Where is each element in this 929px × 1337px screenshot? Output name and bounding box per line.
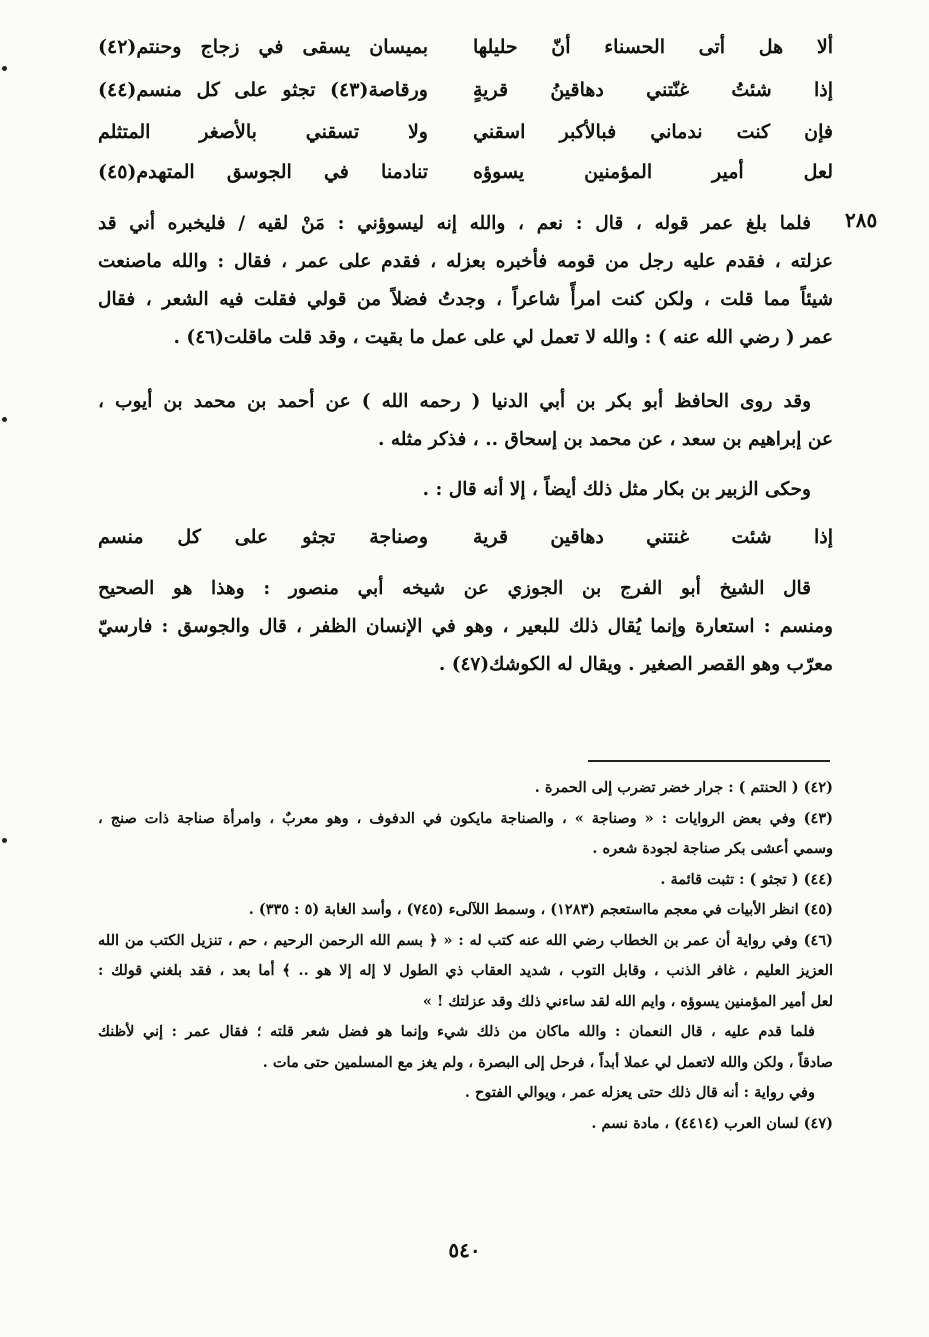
text-line: عزلته ، فقدم عليه رجل من قومه فأخبره بعزله ، فقدم على عمر ، فقال : والله ماصنعت [98,251,833,272]
footnote-line: لعل أمير المؤمنين يسوؤه ، وايم الله لقد ساءني ذلك وقد عزلتك ! » [422,992,833,1010]
text-line: عن إبراهيم بن سعد ، عن محمد بن إسحاق .. ، فذكر مثله . [377,429,833,450]
footnote-separator [588,760,830,762]
verse-line-1 [98,28,833,66]
verse-line-2 [98,71,833,109]
margin-page-number: ٢٨٥ [845,208,878,232]
footnotes [98,773,833,1139]
footnote-line: (٤٧) لسان العرب (٤٤١٤) ، مادة نسم . [591,1114,833,1132]
text-line: ومنسم : استعارة وإنما يُقال ذلك للبعير ، وهو في الإنسان الظفر ، قال والجوسق : فارسيّ [98,616,833,637]
text-line: معرّب وهو القصر الصغير . ويقال له الكوشك(٤٧) . [438,654,833,675]
paragraph-3 [98,471,833,509]
footnote-line: فلما قدم عليه ، قال النعمان : والله ماكان من ذلك شيء وإنما هو فضل شعر قلته ؛ فقال عمر : إني لأظنك [98,1023,815,1040]
verse-hemistich-first: ألا هل أتى الحسناء أنّ حليلها [473,36,833,58]
verse-hemistich-first: إذا شئت غنتني دهاقين قرية [473,526,833,548]
paragraph-1 [98,205,833,357]
text-line: شيئاً مما قلت ، ولكن كنت امرأً شاعراً ، وجدتُ فضلاً من قولي فقلت فيه الشعر ، فقال [98,289,833,310]
text-line: وقد روى الحافظ أبو بكر بن أبي الدنيا ( رحمه الله ) عن أحمد بن محمد بن أيوب ، [98,391,811,412]
verse-hemistich-first: فإن كنت ندماني فبالأكبر اسقني [473,121,833,143]
verse-hemistich-first: إذا شئتُ غنّتني دهاقينُ قريةٍ [473,79,833,101]
scan-mark [2,838,7,843]
footnote-line: (٤٥) انظر الأبيات في معجم مااستعجم (١٢٨٣) ، وسمط اللآلىء (٧٤٥) ، وأسد الغابة (٥ : ٣٣٥) . [248,901,833,918]
verse-hemistich-first: لعل أمير المؤمنين يسوؤه [473,161,833,183]
footnote-line: وسمي أعشى بكر صناجة لجودة شعره . [592,840,833,857]
verse-hemistich-second: بميسان يسقى في زجاج وحنتم(٤٢) [98,36,428,58]
footnote-line: العزيز العليم ، غافر الذنب ، وقابل التوب ، شديد العقاب ذي الطول لا إله إلا هو .. ﴾ أما بعد ، فقد بلغني قولك : [98,962,833,979]
footnote-line: وفي رواية : أنه قال ذلك حتى يعزله عمر ، ويوالي الفتوح . [464,1084,815,1101]
footnote-line: (٤٣) وفي بعض الروايات : « وصناجة » ، والصناجة مايكون في الدفوف ، وهو معربٌ ، وامرأة صناجة ذات صنج ، [98,809,833,827]
footnote-line: (٤٢) ( الحنتم ) : جرار خضر تضرب إلى الحمرة . [534,779,833,796]
page-number: ٥٤٠ [448,1238,481,1262]
scan-mark [2,66,7,71]
paragraph-4 [98,570,833,684]
text-line: عمر ( رضي الله عنه ) : والله لا تعمل لي على عمل ما بقيت ، وقد قلت ماقلت(٤٦) . [173,327,833,348]
verse-hemistich-second: ورقاصة(٤٣) تجثو على كل منسم(٤٤) [98,79,428,101]
verse-hemistich-second: تنادمنا في الجوسق المتهدم(٤٥) [98,161,428,183]
verse-line-3 [98,113,833,151]
text-line: وحكى الزبير بن بكار مثل ذلك أيضاً ، إلا أنه قال : . [422,479,811,500]
footnote-line: صادقاً ، ولكن والله لاتعمل لي عملا أبداً ، فرحل إلى البصرة ، ولم يغز مع المسلمين حتى مات . [262,1053,833,1071]
text-line: فلما بلغ عمر قوله ، قال : نعم ، والله إنه ليسوؤني : مَنْ لقيه / فليخبره أني قد [98,213,811,234]
text-line: قال الشيخ أبو الفرج بن الجوزي عن شيخه أبي منصور : وهذا هو الصحيح [98,578,811,599]
paragraph-2 [98,383,833,459]
footnote-line: (٤٤) ( تجثو ) : تثبت قائمة . [660,870,833,888]
footnote-line: (٤٦) وفي رواية أن عمر بن الخطاب رضي الله عنه كتب له : « ﴿ بسم الله الرحمن الرحيم ، حم ، تنزيل الكتب من الله [98,931,833,949]
quoted-verse [98,518,833,556]
verse-hemistich-second: وصناجة تجثو على كل منسم [98,526,428,548]
verse-hemistich-second: ولا تسقني بالأصغر المتثلم [98,121,428,143]
scan-mark [2,417,7,422]
verse-line-4 [98,153,833,191]
